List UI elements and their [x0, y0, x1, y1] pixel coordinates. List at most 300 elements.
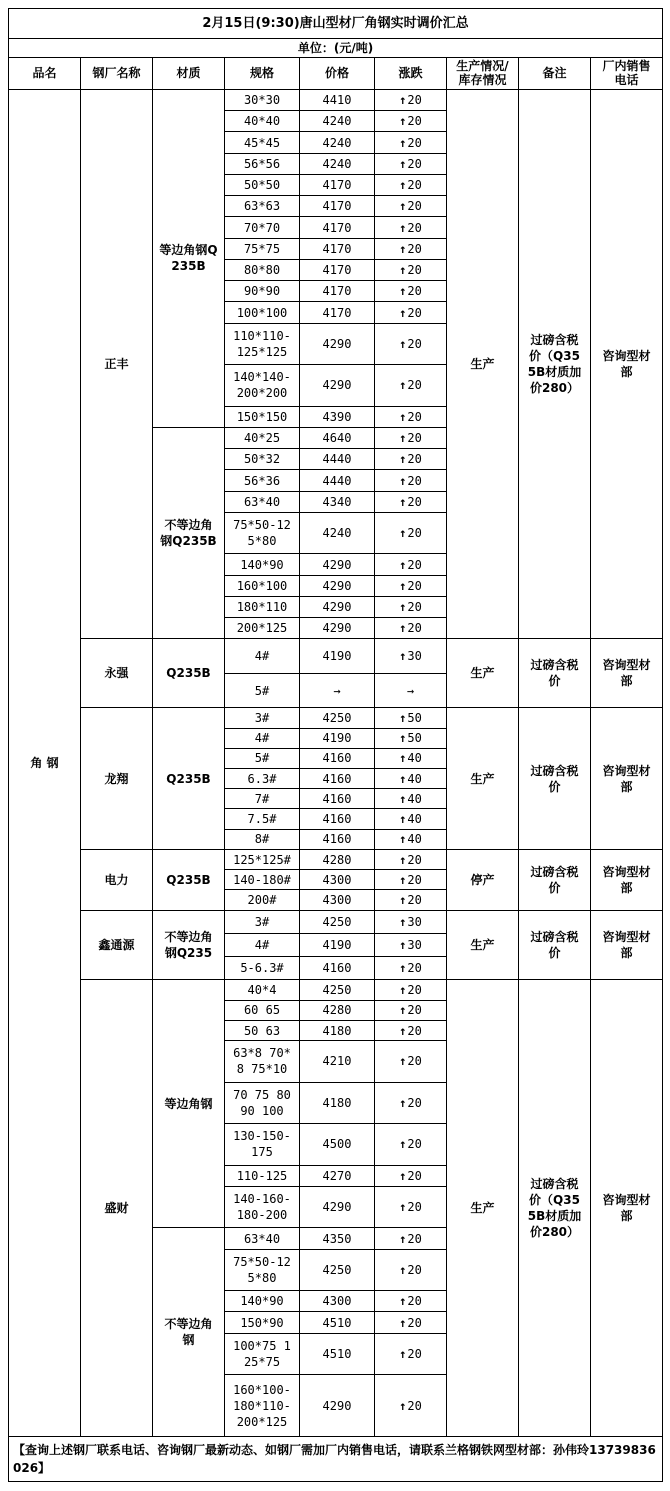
up-arrow-icon: ↑	[399, 156, 407, 171]
up-arrow-icon: ↑	[399, 1200, 407, 1215]
change-value: 20	[407, 473, 422, 488]
price-cell: 4170	[300, 238, 375, 259]
header-mill: 钢厂名称	[81, 57, 153, 89]
up-arrow-icon: ↑	[399, 731, 407, 746]
change-cell	[375, 153, 447, 174]
price-cell: 4160	[300, 829, 375, 849]
spec-cell: 7#	[225, 789, 300, 809]
price-cell: 4240	[300, 111, 375, 132]
up-arrow-icon: ↑	[399, 710, 407, 725]
up-arrow-icon: ↑	[399, 431, 407, 446]
change-cell	[375, 1000, 447, 1020]
change-value: 30	[407, 938, 422, 953]
change-value: 20	[407, 983, 422, 998]
price-cell: →	[300, 673, 375, 707]
change-cell	[375, 1041, 447, 1083]
price-cell: 4240	[300, 132, 375, 153]
up-arrow-icon: ↑	[399, 600, 407, 615]
up-arrow-icon: ↑	[399, 1294, 407, 1309]
spec-cell: 40*4	[225, 980, 300, 1000]
up-arrow-icon: ↑	[399, 1398, 407, 1413]
price-cell: 4170	[300, 302, 375, 323]
change-cell	[375, 323, 447, 365]
spec-cell: 4#	[225, 639, 300, 673]
footer-note: 【查询上述钢厂联系电话、咨询钢厂最新动态、如钢厂需加厂内销售电话，请联系兰格钢铁网型材部：孙伟玲13739836026】	[9, 1436, 663, 1481]
production-status: 生产	[447, 89, 519, 639]
price-cell: 4440	[300, 470, 375, 491]
change-value: 20	[407, 893, 422, 907]
spec-cell: 63*40	[225, 491, 300, 512]
price-cell: 4170	[300, 196, 375, 217]
material-cell: 不等边角钢Q235	[153, 910, 225, 980]
up-arrow-icon: ↑	[399, 1137, 407, 1152]
change-value: 20	[407, 1346, 422, 1361]
spec-cell: 80*80	[225, 259, 300, 280]
price-cell: 4280	[300, 849, 375, 869]
change-value: 20	[407, 431, 422, 446]
production-status: 生产	[447, 980, 519, 1436]
phone-cell: 咨询型材部	[591, 639, 663, 708]
change-cell	[375, 1291, 447, 1312]
change-cell	[375, 174, 447, 195]
change-value: 20	[407, 961, 422, 976]
change-cell	[375, 427, 447, 448]
spec-cell: 75*75	[225, 238, 300, 259]
header-change: 涨跌	[375, 57, 447, 89]
price-cell: 4170	[300, 259, 375, 280]
up-arrow-icon: ↑	[399, 791, 407, 806]
phone-cell: 咨询型材部	[591, 910, 663, 980]
change-cell	[375, 829, 447, 849]
spec-cell: 100*75 125*75	[225, 1333, 300, 1375]
up-arrow-icon: ↑	[399, 649, 407, 664]
change-cell	[375, 957, 447, 980]
spec-cell: 40*25	[225, 427, 300, 448]
change-cell	[375, 512, 447, 554]
price-cell: 4350	[300, 1228, 375, 1249]
spec-cell: 160*100	[225, 575, 300, 596]
price-cell: 4250	[300, 910, 375, 933]
up-arrow-icon: ↑	[399, 872, 407, 887]
header-price: 价格	[300, 57, 375, 89]
up-arrow-icon: ↑	[399, 284, 407, 299]
up-arrow-icon: ↑	[399, 578, 407, 593]
price-cell: 4290	[300, 1186, 375, 1228]
up-arrow-icon: ↑	[399, 893, 407, 907]
up-arrow-icon: ↑	[399, 1003, 407, 1018]
price-cell: 4510	[300, 1333, 375, 1375]
production-status: 生产	[447, 708, 519, 850]
up-arrow-icon: ↑	[399, 1346, 407, 1361]
price-cell: 4340	[300, 491, 375, 512]
up-arrow-icon: ↑	[399, 621, 407, 636]
change-value: 20	[407, 199, 422, 214]
up-arrow-icon: ↑	[399, 378, 407, 393]
up-arrow-icon: ↑	[399, 409, 407, 424]
change-value: 20	[407, 178, 422, 193]
up-arrow-icon: ↑	[399, 1054, 407, 1069]
up-arrow-icon: ↑	[399, 1168, 407, 1183]
price-cell: 4160	[300, 789, 375, 809]
remark-cell: 过磅含税价	[519, 849, 591, 910]
up-arrow-icon: ↑	[399, 178, 407, 193]
spec-cell: 110*110-125*125	[225, 323, 300, 365]
price-cell: 4270	[300, 1165, 375, 1186]
mill-name: 龙翔	[81, 708, 153, 850]
unit-row	[9, 39, 663, 57]
change-cell	[375, 554, 447, 575]
change-value: 40	[407, 832, 422, 847]
material-cell: Q235B	[153, 708, 225, 850]
unit-label: 单位：(元/吨)	[9, 39, 663, 57]
production-status: 生产	[447, 639, 519, 708]
spec-cell: 75*50-125*80	[225, 1249, 300, 1291]
change-cell	[375, 1249, 447, 1291]
up-arrow-icon: ↑	[399, 983, 407, 998]
title-row	[9, 9, 663, 39]
change-cell	[375, 890, 447, 910]
spec-cell: 7.5#	[225, 809, 300, 829]
change-value: 20	[407, 241, 422, 256]
table-row	[9, 910, 663, 933]
up-arrow-icon: ↑	[399, 832, 407, 847]
table-title: 2月15日(9:30)唐山型材厂角钢实时调价汇总	[9, 9, 663, 39]
price-cell: 4240	[300, 512, 375, 554]
spec-cell: 50 63	[225, 1020, 300, 1040]
change-cell	[375, 470, 447, 491]
spec-cell: 150*150	[225, 406, 300, 427]
price-cell: 4280	[300, 1000, 375, 1020]
header-remarks: 备注	[519, 57, 591, 89]
up-arrow-icon: ↑	[399, 241, 407, 256]
up-arrow-icon: ↑	[399, 771, 407, 786]
spec-cell: 5#	[225, 748, 300, 768]
change-cell	[375, 596, 447, 617]
change-cell	[375, 1312, 447, 1333]
spec-cell: 140-160-180-200	[225, 1186, 300, 1228]
spec-cell: 63*40	[225, 1228, 300, 1249]
table-row	[9, 89, 663, 110]
price-cell: 4190	[300, 639, 375, 673]
phone-cell: 咨询型材部	[591, 980, 663, 1436]
spec-cell: 63*8 70*8 75*10	[225, 1041, 300, 1083]
product-name: 角 钢	[9, 89, 81, 1436]
change-value: 20	[407, 1168, 422, 1183]
change-value: 20	[407, 557, 422, 572]
up-arrow-icon: ↑	[399, 1262, 407, 1277]
material-cell: 等边角钢	[153, 980, 225, 1228]
change-cell	[375, 302, 447, 323]
price-cell: 4300	[300, 1291, 375, 1312]
up-arrow-icon: ↑	[399, 1315, 407, 1330]
up-arrow-icon: ↑	[399, 557, 407, 572]
price-cell: 4510	[300, 1312, 375, 1333]
price-cell: 4180	[300, 1020, 375, 1040]
change-value: 20	[407, 1315, 422, 1330]
price-cell: 4290	[300, 575, 375, 596]
change-cell	[375, 980, 447, 1000]
spec-cell: 8#	[225, 829, 300, 849]
phone-cell: 咨询型材部	[591, 849, 663, 910]
change-cell	[375, 910, 447, 933]
change-cell	[375, 1375, 447, 1437]
price-cell: 4160	[300, 809, 375, 829]
change-cell	[375, 933, 447, 956]
up-arrow-icon: ↑	[399, 135, 407, 150]
up-arrow-icon: ↑	[399, 494, 407, 509]
spec-cell: 30*30	[225, 89, 300, 110]
spec-cell: 50*50	[225, 174, 300, 195]
change-cell	[375, 1020, 447, 1040]
spec-cell: 200#	[225, 890, 300, 910]
price-cell: 4290	[300, 323, 375, 365]
change-value: 20	[407, 305, 422, 320]
production-status: 生产	[447, 910, 519, 980]
price-cell: 4500	[300, 1124, 375, 1166]
change-cell	[375, 870, 447, 890]
up-arrow-icon: ↑	[399, 938, 407, 953]
material-cell: Q235B	[153, 849, 225, 910]
price-cell: 4170	[300, 217, 375, 238]
mill-name: 电力	[81, 849, 153, 910]
header-phone: 厂内销售电话	[591, 57, 663, 89]
change-value: 50	[407, 710, 422, 725]
change-cell	[375, 1228, 447, 1249]
change-value: 40	[407, 771, 422, 786]
price-cell: 4290	[300, 365, 375, 407]
spec-cell: 200*125	[225, 618, 300, 639]
price-cell: 4240	[300, 153, 375, 174]
spec-cell: 63*63	[225, 196, 300, 217]
change-value: 20	[407, 93, 422, 108]
spec-cell: 110-125	[225, 1165, 300, 1186]
change-value: 20	[407, 1003, 422, 1018]
change-cell	[375, 673, 447, 707]
spec-cell: 70 75 80 90 100	[225, 1082, 300, 1124]
price-cell: 4440	[300, 449, 375, 470]
price-cell: 4160	[300, 768, 375, 788]
price-cell: 4190	[300, 728, 375, 748]
change-value: 20	[407, 378, 422, 393]
header-production: 生产情况/库存情况	[447, 57, 519, 89]
spec-cell: 180*110	[225, 596, 300, 617]
change-value: 40	[407, 751, 422, 766]
spec-cell: 140*90	[225, 554, 300, 575]
change-cell	[375, 1082, 447, 1124]
price-cell: 4250	[300, 708, 375, 728]
change-cell	[375, 1165, 447, 1186]
up-arrow-icon: ↑	[399, 1023, 407, 1038]
header-material: 材质	[153, 57, 225, 89]
price-cell: 4290	[300, 596, 375, 617]
phone-cell: 咨询型材部	[591, 708, 663, 850]
spec-cell: 100*100	[225, 302, 300, 323]
up-arrow-icon: ↑	[399, 812, 407, 827]
change-value: 30	[407, 914, 422, 929]
spec-cell: 90*90	[225, 281, 300, 302]
change-value: 20	[407, 452, 422, 467]
material-cell: 不等边角钢Q235B	[153, 427, 225, 639]
mill-name: 正丰	[81, 89, 153, 639]
up-arrow-icon: ↑	[399, 473, 407, 488]
remark-cell: 过磅含税价	[519, 639, 591, 708]
change-cell	[375, 849, 447, 869]
up-arrow-icon: ↑	[399, 220, 407, 235]
change-value: 20	[407, 872, 422, 887]
change-value: 20	[407, 1095, 422, 1110]
price-cell: 4250	[300, 1249, 375, 1291]
remark-cell: 过磅含税价（Q355B材质加价280）	[519, 980, 591, 1436]
spec-cell: 140*140-200*200	[225, 365, 300, 407]
up-arrow-icon: ↑	[399, 1095, 407, 1110]
header-spec: 规格	[225, 57, 300, 89]
change-cell	[375, 748, 447, 768]
spec-cell: 130-150-175	[225, 1124, 300, 1166]
change-cell	[375, 789, 447, 809]
up-arrow-icon: ↑	[399, 526, 407, 541]
change-value: 40	[407, 812, 422, 827]
change-cell	[375, 89, 447, 110]
change-value: 20	[407, 1023, 422, 1038]
table-row	[9, 639, 663, 673]
change-cell	[375, 217, 447, 238]
price-cell: 4290	[300, 618, 375, 639]
up-arrow-icon: ↑	[399, 199, 407, 214]
spec-cell: 50*32	[225, 449, 300, 470]
change-cell	[375, 1124, 447, 1166]
change-cell	[375, 196, 447, 217]
remark-cell: 过磅含税价（Q355B材质加价280）	[519, 89, 591, 639]
spec-cell: 6.3#	[225, 768, 300, 788]
change-cell	[375, 728, 447, 748]
change-value: 20	[407, 578, 422, 593]
change-value: 20	[407, 1231, 422, 1246]
change-value: 20	[407, 621, 422, 636]
spec-cell: 70*70	[225, 217, 300, 238]
phone-cell: 咨询型材部	[591, 89, 663, 639]
change-value: 20	[407, 1200, 422, 1215]
change-value: 20	[407, 852, 422, 867]
change-value: 40	[407, 791, 422, 806]
spec-cell: 75*50-125*80	[225, 512, 300, 554]
price-cell: 4170	[300, 281, 375, 302]
price-cell: 4300	[300, 870, 375, 890]
spec-cell: 125*125#	[225, 849, 300, 869]
change-value: 20	[407, 114, 422, 129]
change-value: 20	[407, 336, 422, 351]
price-cell: 4410	[300, 89, 375, 110]
spec-cell: 140*90	[225, 1291, 300, 1312]
spec-cell: 3#	[225, 708, 300, 728]
production-status: 停产	[447, 849, 519, 910]
remark-cell: 过磅含税价	[519, 910, 591, 980]
change-cell	[375, 406, 447, 427]
change-cell	[375, 618, 447, 639]
change-value: 20	[407, 1294, 422, 1309]
price-cell: 4390	[300, 406, 375, 427]
spec-cell: 4#	[225, 933, 300, 956]
change-value: 50	[407, 731, 422, 746]
change-value: 20	[407, 156, 422, 171]
change-cell	[375, 1186, 447, 1228]
change-cell	[375, 768, 447, 788]
flat-arrow-icon: →	[406, 683, 415, 698]
change-value: 20	[407, 263, 422, 278]
table-row	[9, 849, 663, 869]
spec-cell: 40*40	[225, 111, 300, 132]
change-value: 20	[407, 1398, 422, 1413]
remark-cell: 过磅含税价	[519, 708, 591, 850]
up-arrow-icon: ↑	[399, 961, 407, 976]
change-cell	[375, 132, 447, 153]
change-value: 20	[407, 135, 422, 150]
mill-name: 永强	[81, 639, 153, 708]
price-cell: 4190	[300, 933, 375, 956]
material-cell: Q235B	[153, 639, 225, 708]
change-value: 20	[407, 494, 422, 509]
spec-cell: 56*36	[225, 470, 300, 491]
spec-cell: 56*56	[225, 153, 300, 174]
up-arrow-icon: ↑	[399, 914, 407, 929]
material-cell: 不等边角钢	[153, 1228, 225, 1437]
up-arrow-icon: ↑	[399, 1231, 407, 1246]
table-row	[9, 980, 663, 1000]
change-value: 20	[407, 600, 422, 615]
up-arrow-icon: ↑	[399, 114, 407, 129]
up-arrow-icon: ↑	[399, 93, 407, 108]
change-cell	[375, 365, 447, 407]
change-value: 30	[407, 649, 422, 664]
up-arrow-icon: ↑	[399, 305, 407, 320]
change-value: 20	[407, 1137, 422, 1152]
change-value: 20	[407, 284, 422, 299]
spec-cell: 150*90	[225, 1312, 300, 1333]
spec-cell: 5-6.3#	[225, 957, 300, 980]
change-cell	[375, 281, 447, 302]
header-product: 品名	[9, 57, 81, 89]
up-arrow-icon: ↑	[399, 452, 407, 467]
price-summary-table	[8, 8, 663, 1482]
mill-name: 鑫通源	[81, 910, 153, 980]
spec-cell: 4#	[225, 728, 300, 748]
change-value: 20	[407, 409, 422, 424]
change-value: 20	[407, 1262, 422, 1277]
price-cell: 4300	[300, 890, 375, 910]
change-cell	[375, 809, 447, 829]
header-row	[9, 57, 663, 89]
change-cell	[375, 491, 447, 512]
price-cell: 4180	[300, 1082, 375, 1124]
change-cell	[375, 449, 447, 470]
price-cell: 4160	[300, 748, 375, 768]
spec-cell: 45*45	[225, 132, 300, 153]
change-value: 20	[407, 526, 422, 541]
price-cell: 4290	[300, 554, 375, 575]
price-cell: 4640	[300, 427, 375, 448]
mill-name: 盛财	[81, 980, 153, 1436]
up-arrow-icon: ↑	[399, 852, 407, 867]
change-cell	[375, 1333, 447, 1375]
spec-cell: 140-180#	[225, 870, 300, 890]
spec-cell: 60 65	[225, 1000, 300, 1020]
change-cell	[375, 708, 447, 728]
footer-row	[9, 1436, 663, 1481]
spec-cell: 5#	[225, 673, 300, 707]
change-cell	[375, 639, 447, 673]
change-cell	[375, 575, 447, 596]
table-row	[9, 708, 663, 728]
change-value: 20	[407, 1054, 422, 1069]
